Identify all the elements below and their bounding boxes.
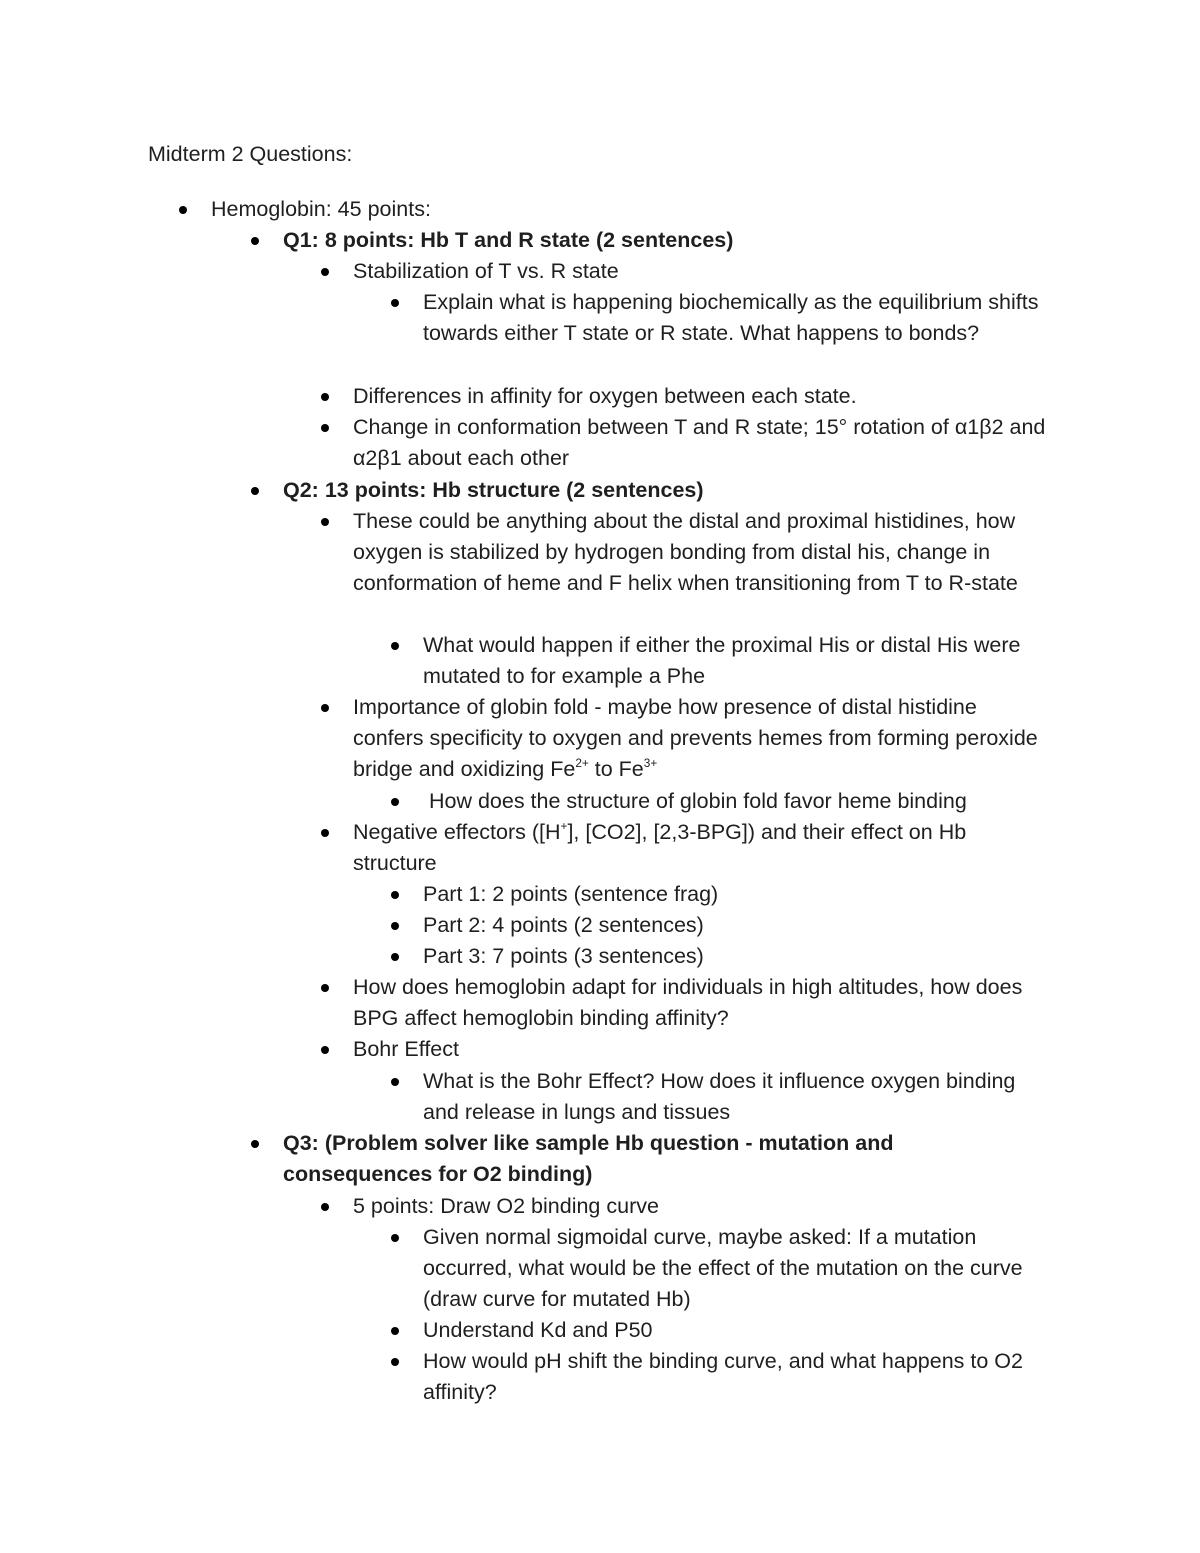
item-text: Explain what is happening biochemically as the equilibrium shifts towards either T state or R state. What happens to bonds? — [423, 290, 1039, 345]
bullet-icon — [391, 299, 399, 307]
list-item — [423, 1066, 1053, 1128]
list-item-hemoglobin — [211, 194, 1111, 225]
item-text: Differences in affinity for oxygen between each state. — [353, 384, 857, 408]
list-item — [423, 1222, 1053, 1315]
item-text: Given normal sigmoidal curve, maybe asked: If a mutation occurred, what would be the effect of the mutation on the curve (draw curve for mutated Hb) — [423, 1225, 1023, 1311]
list-item — [353, 1191, 1053, 1222]
item-text: Hemoglobin: 45 points: — [211, 197, 431, 221]
bullet-icon — [321, 393, 329, 401]
page-title: Midterm 2 Questions: — [148, 142, 353, 166]
list-item — [423, 630, 1053, 692]
bullet-icon — [251, 487, 259, 495]
item-text: How does the structure of globin fold favor heme binding — [423, 789, 967, 813]
item-text: Importance of globin fold - maybe how presence of distal histidine confers specificity to oxygen and prevents hemes from forming peroxide bridge and oxidizing $Fe^{2+}$ to $Fe^{3+}$ — [353, 695, 1038, 781]
list-item — [423, 1315, 1053, 1346]
bullet-icon — [251, 237, 259, 245]
list-item — [353, 692, 1053, 785]
item-text: Q1: 8 points: Hb T and R state (2 sentences) — [283, 228, 734, 252]
list-item — [423, 287, 1053, 349]
list-item — [353, 256, 1053, 287]
bullet-icon — [321, 424, 329, 432]
list-item — [353, 412, 1053, 474]
bullet-icon — [321, 518, 329, 526]
item-text: Q2: 13 points: Hb structure (2 sentences) — [283, 478, 704, 502]
list-item — [423, 1346, 1053, 1408]
bullet-icon — [391, 922, 399, 930]
bullet-icon — [321, 1046, 329, 1054]
bullet-icon — [321, 829, 329, 837]
item-text: Part 1: 2 points (sentence frag) — [423, 882, 719, 906]
bullet-icon — [321, 1203, 329, 1211]
list-item — [353, 972, 1053, 1034]
item-text: What would happen if either the proximal His or distal His were mutated to for example a Phe — [423, 633, 1021, 688]
bullet-icon — [251, 1140, 259, 1148]
question-heading-q1 — [283, 225, 1083, 256]
item-text: Negative effectors ([H+], [CO2], [2,3-BPG]) and their effect on Hb structure — [353, 819, 967, 875]
item-text: Part 3: 7 points (3 sentences) — [423, 944, 704, 968]
bullet-icon — [391, 798, 399, 806]
item-text: Stabilization of T vs. R state — [353, 259, 619, 283]
list-item — [423, 910, 1053, 941]
item-text: What is the Bohr Effect? How does it influence oxygen binding and release in lungs and tissues — [423, 1069, 1016, 1124]
item-text: Bohr Effect — [353, 1037, 459, 1061]
question-heading-q3 — [283, 1128, 983, 1190]
item-text: Part 2: 4 points (2 sentences) — [423, 913, 704, 937]
list-item — [353, 1034, 1053, 1065]
bullet-icon — [391, 1327, 399, 1335]
bullet-icon — [391, 1358, 399, 1366]
bullet-icon — [179, 206, 187, 214]
item-text: How does hemoglobin adapt for individuals in high altitudes, how does BPG affect hemoglobin binding affinity? — [353, 975, 1023, 1030]
list-item — [423, 879, 1053, 910]
bullet-icon — [391, 1234, 399, 1242]
item-text: These could be anything about the distal and proximal histidines, how oxygen is stabilized by hydrogen bonding from distal his, change in conformation of heme and F helix when transitioning from T to R-state — [353, 509, 1018, 595]
question-heading-q2 — [283, 475, 1083, 506]
list-item — [423, 786, 1053, 817]
bullet-icon — [321, 268, 329, 276]
bullet-icon — [321, 984, 329, 992]
item-text: Q3: (Problem solver like sample Hb question - mutation and consequences for O2 binding) — [283, 1131, 894, 1186]
list-item — [353, 506, 1053, 599]
bullet-icon — [391, 1078, 399, 1086]
bullet-icon — [391, 953, 399, 961]
bullet-icon — [321, 704, 329, 712]
bullet-icon — [391, 642, 399, 650]
list-item — [423, 941, 1053, 972]
item-text: 5 points: Draw O2 binding curve — [353, 1194, 659, 1218]
item-text: How would pH shift the binding curve, and what happens to O2 affinity? — [423, 1349, 1023, 1404]
item-text: Understand Kd and P50 — [423, 1318, 653, 1342]
list-item — [353, 381, 1053, 412]
item-text: Change in conformation between T and R state; 15° rotation of α1β2 and α2β1 about each other — [353, 415, 1046, 470]
list-item — [353, 817, 1053, 879]
bullet-icon — [391, 891, 399, 899]
